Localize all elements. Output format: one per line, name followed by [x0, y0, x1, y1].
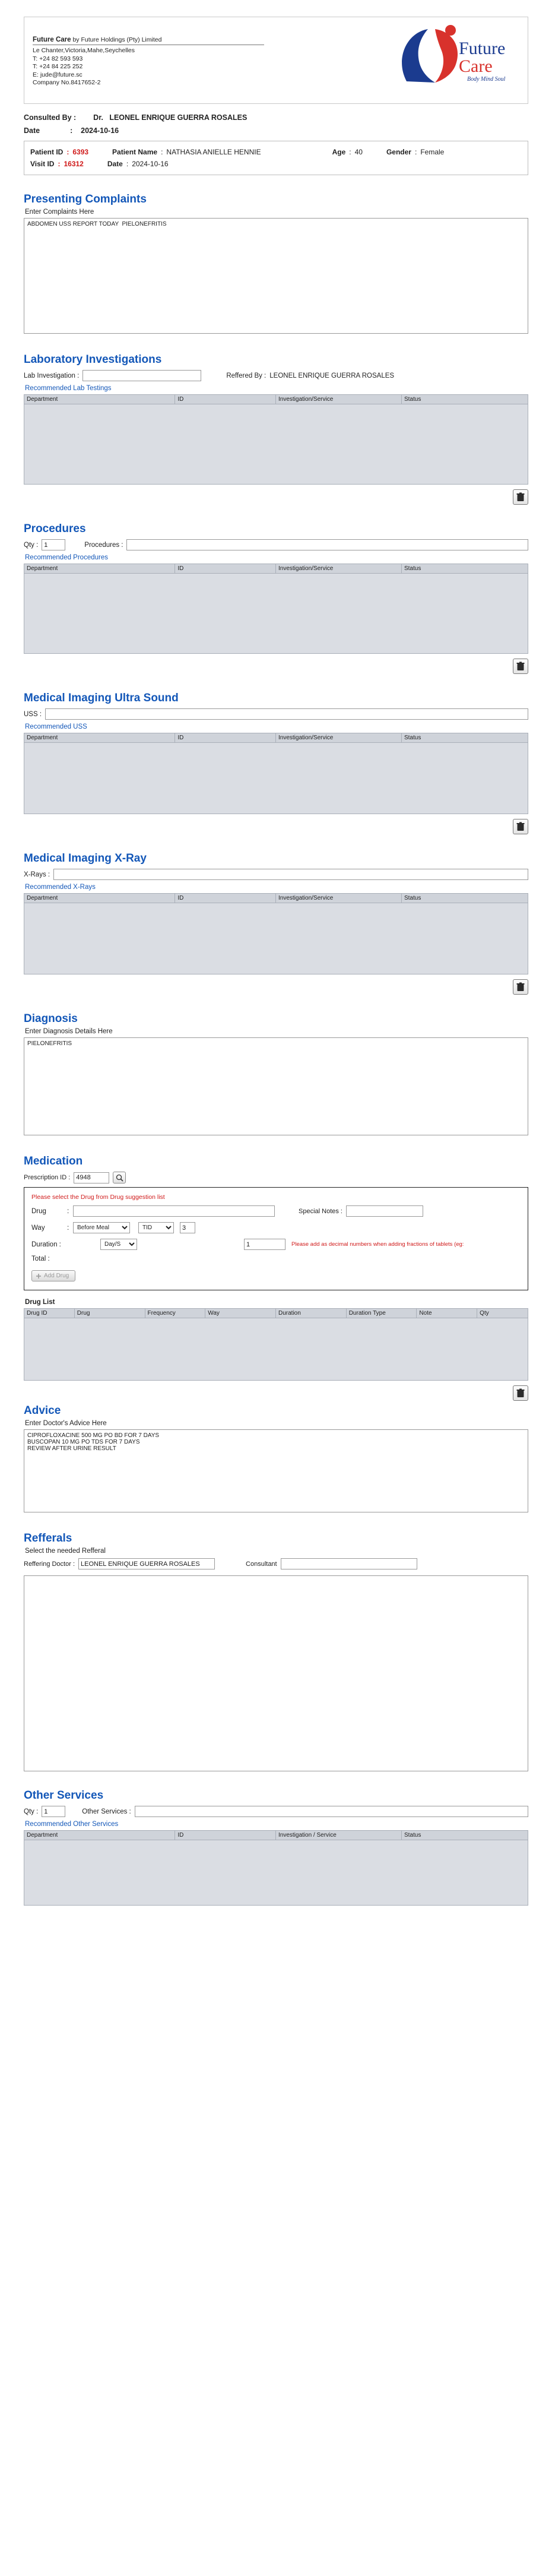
procedures-label: Procedures : — [84, 541, 123, 549]
drug-col-frequency: Frequency — [145, 1309, 206, 1318]
way-label: Way — [31, 1224, 45, 1232]
drug-delete-row — [24, 1385, 528, 1401]
procedures-qty-input[interactable] — [42, 539, 65, 550]
visit-id-colon: : — [58, 160, 61, 168]
trash-icon — [516, 662, 525, 671]
lab-delete-row — [24, 489, 528, 505]
special-notes-label: Special Notes : — [299, 1207, 342, 1215]
plus-icon — [36, 1273, 42, 1279]
uss-input-row — [24, 708, 528, 720]
svg-text:Body Mind Soul: Body Mind Soul — [467, 76, 506, 83]
drug-list-table — [24, 1308, 528, 1381]
other-services-heading: Other Services — [24, 1789, 104, 1802]
lab-col-id: ID — [175, 395, 276, 404]
visit-id-label: Visit ID — [30, 160, 55, 168]
visit-date-colon: : — [126, 160, 129, 168]
duration-unit-select[interactable] — [100, 1239, 137, 1250]
clinic-email: E: jude@future.sc — [33, 71, 83, 78]
clinic-tel-1: T: +24 82 593 593 — [33, 55, 83, 62]
xray-delete-row — [24, 979, 528, 995]
duration-note: Please add as decimal numbers when adding fractions of tablets (eg: — [291, 1241, 464, 1248]
trash-icon — [516, 822, 525, 831]
patient-age-label: Age — [332, 148, 346, 156]
procedures-delete-row — [24, 659, 528, 674]
clinic-name-bold: Future Care — [33, 36, 71, 43]
procedures-qty-label: Qty : — [24, 541, 39, 549]
reffering-doctor-input[interactable] — [78, 1558, 215, 1569]
trash-icon — [516, 492, 525, 502]
visit-date-label: Date — [107, 160, 123, 168]
clinic-logo — [383, 23, 519, 97]
advice-textarea[interactable] — [24, 1429, 528, 1512]
trash-icon — [516, 982, 525, 992]
xray-input[interactable] — [53, 869, 528, 880]
uss-col-status: Status — [404, 735, 421, 741]
patient-gender-label: Gender — [386, 148, 411, 156]
procedures-heading: Procedures — [24, 523, 86, 535]
uss-col-id: ID — [175, 733, 276, 742]
referrals-sub-label: Select the needed Refferal — [25, 1548, 106, 1555]
referrals-heading: Refferals — [24, 1532, 72, 1545]
other-col-status: Status — [404, 1832, 421, 1838]
patient-name-value: NATHASIA ANIELLE HENNIE — [166, 148, 261, 156]
future-care-logo-icon — [389, 23, 507, 97]
drug-col-qty: Qty — [480, 1310, 489, 1317]
other-col-service: Investigation / Service — [276, 1831, 402, 1840]
svg-text:Care: Care — [459, 56, 493, 76]
other-services-input[interactable] — [135, 1806, 528, 1817]
lab-investigation-label: Lab Investigation : — [24, 372, 80, 379]
drug-label: Drug — [31, 1207, 46, 1215]
uss-results-table — [24, 733, 528, 814]
procedures-input-row — [24, 539, 528, 550]
lab-input-row — [24, 370, 528, 381]
clinic-address: Le Chanter,Victoria,Mahe,Seychelles — [33, 47, 135, 54]
lab-col-status: Status — [404, 396, 421, 403]
xray-table-body[interactable] — [24, 903, 528, 974]
complaints-textarea[interactable] — [24, 218, 528, 334]
lab-referred-by-label: Reffered By : — [226, 372, 267, 379]
uss-delete-button[interactable] — [513, 819, 528, 834]
visit-date-value: 2024-10-16 — [132, 160, 169, 168]
add-drug-label: Add Drug — [44, 1273, 69, 1279]
patient-row-1 — [30, 146, 522, 158]
consultant-label: Consultant — [246, 1560, 277, 1568]
drug-col-way: Way — [205, 1309, 276, 1318]
advice-heading: Advice — [24, 1404, 61, 1417]
diagnosis-heading: Diagnosis — [24, 1012, 78, 1025]
drug-col-note: Note — [417, 1309, 477, 1318]
consult-date-value: 2024-10-16 — [81, 126, 119, 135]
procedures-recommended-label: Recommended Procedures — [25, 554, 108, 561]
xray-col-status: Status — [404, 895, 421, 901]
consult-doctor-prefix: Dr. — [93, 113, 103, 122]
other-qty-input[interactable] — [42, 1806, 65, 1817]
clinic-name — [33, 36, 264, 43]
uss-table-body[interactable] — [24, 743, 528, 814]
patient-id-colon: : — [66, 148, 69, 156]
other-qty-label: Qty : — [24, 1808, 39, 1815]
referrals-detail-area[interactable] — [24, 1575, 528, 1771]
consultant-input[interactable] — [281, 1558, 417, 1569]
drug-delete-button[interactable] — [513, 1385, 528, 1401]
lab-table-header — [24, 394, 528, 404]
total-label: Total : — [31, 1255, 50, 1262]
drug-col-duration-type: Duration Type — [347, 1309, 417, 1318]
consult-date-label: Date — [24, 126, 40, 135]
clinic-tel-2: T: +24 84 225 252 — [33, 63, 83, 70]
prescription-id-label: Prescription ID : — [24, 1174, 71, 1181]
clinic-company-no: Company No.8417652-2 — [33, 79, 101, 86]
visit-id-value: 16312 — [64, 160, 84, 168]
medication-duration-row — [31, 1239, 521, 1250]
add-drug-button[interactable] — [31, 1270, 75, 1281]
diagnosis-sub-label: Enter Diagnosis Details Here — [25, 1028, 113, 1035]
laboratory-investigations-heading: Laboratory Investigations — [24, 353, 162, 366]
lab-referred-by-value: LEONEL ENRIQUE GUERRA ROSALES — [269, 372, 395, 379]
xray-label: X-Rays : — [24, 871, 50, 878]
drug-input[interactable] — [73, 1205, 275, 1217]
drug-col-id: Drug ID — [24, 1309, 75, 1318]
drug-col-duration: Duration — [276, 1309, 347, 1318]
referrals-input-row — [24, 1558, 528, 1569]
prescription-id-input[interactable] — [74, 1172, 109, 1183]
drug-list-table-header — [24, 1308, 528, 1318]
uss-col-department: Department — [24, 733, 175, 742]
duration-label: Duration : — [31, 1240, 61, 1248]
consult-date-row — [24, 126, 528, 135]
prescription-page — [0, 17, 552, 1929]
prescription-search-button[interactable] — [113, 1172, 126, 1183]
patient-info-box — [24, 141, 528, 175]
uss-input[interactable] — [45, 708, 528, 720]
other-recommended-label: Recommended Other Services — [25, 1821, 119, 1828]
complaints-sub-label: Enter Complaints Here — [25, 208, 94, 216]
xray-col-service: Investigation/Service — [276, 894, 402, 903]
procedures-col-department: Department — [24, 564, 175, 573]
consult-doctor-name: LEONEL ENRIQUE GUERRA ROSALES — [109, 113, 248, 122]
lab-col-service: Investigation/Service — [276, 395, 402, 404]
patient-id-label: Patient ID — [30, 148, 64, 156]
procedures-col-status: Status — [404, 565, 421, 572]
uss-table-header — [24, 733, 528, 743]
lab-delete-button[interactable] — [513, 489, 528, 505]
medication-way-row: Way : Before Meal TID 3 — [31, 1222, 521, 1233]
procedures-input[interactable] — [126, 539, 528, 550]
uss-col-service: Investigation/Service — [276, 733, 402, 742]
reffering-doctor-label: Reffering Doctor : — [24, 1560, 75, 1568]
prescription-id-row — [24, 1172, 528, 1183]
duration-value-input[interactable] — [244, 1239, 285, 1250]
consulted-by-label: Consulted By : — [24, 113, 77, 122]
patient-gender-colon: : — [414, 148, 417, 156]
medication-heading: Medication — [24, 1155, 83, 1167]
drug-list-table-body[interactable] — [24, 1318, 528, 1381]
uss-label: USS : — [24, 710, 42, 718]
procedures-col-service: Investigation/Service — [276, 564, 402, 573]
diagnosis-textarea[interactable] — [24, 1037, 528, 1135]
drug-list-label: Drug List — [25, 1299, 55, 1306]
medication-warning: Please select the Drug from Drug suggestion list — [31, 1194, 165, 1201]
medication-total-row — [31, 1255, 521, 1262]
uss-recommended-label: Recommended USS — [25, 723, 87, 730]
drug-col-drug: Drug — [75, 1309, 145, 1318]
clinic-name-thin: by Future Holdings (Pty) Limited — [71, 36, 162, 43]
lab-col-department: Department — [24, 395, 175, 404]
patient-name-colon: : — [161, 148, 163, 156]
other-table-body[interactable] — [24, 1840, 528, 1906]
medical-imaging-uss-heading: Medical Imaging Ultra Sound — [24, 692, 179, 704]
xray-table-header — [24, 893, 528, 903]
xray-col-department: Department — [24, 894, 175, 903]
other-col-id: ID — [175, 1831, 276, 1840]
special-notes-input[interactable] — [346, 1205, 423, 1217]
advice-sub-label: Enter Doctor's Advice Here — [25, 1420, 107, 1427]
xray-col-id: ID — [175, 894, 276, 903]
magnifier-icon — [116, 1174, 123, 1182]
consulted-by-row — [24, 113, 528, 122]
clinic-header — [24, 17, 528, 104]
procedures-delete-button[interactable] — [513, 659, 528, 674]
svg-text:Future: Future — [459, 39, 506, 58]
patient-age-value: 40 — [354, 148, 363, 156]
presenting-complaints-heading: Presenting Complaints — [24, 193, 147, 205]
lab-recommended-label: Recommended Lab Testings — [25, 385, 112, 392]
lab-table-body[interactable] — [24, 404, 528, 485]
frequency-select[interactable] — [138, 1222, 174, 1233]
procedures-table-header — [24, 564, 528, 574]
medication-entry-panel — [24, 1187, 528, 1290]
procedures-col-id: ID — [175, 564, 276, 573]
xray-input-row — [24, 869, 528, 880]
patient-row-2 — [30, 158, 522, 170]
patient-gender-value: Female — [420, 148, 445, 156]
consult-date-colon: : — [70, 126, 73, 135]
clinic-info — [33, 23, 264, 87]
medical-imaging-xray-heading: Medical Imaging X-Ray — [24, 852, 147, 865]
other-services-input-row — [24, 1806, 528, 1817]
xray-results-table — [24, 893, 528, 974]
uss-delete-row — [24, 819, 528, 834]
lab-investigation-input[interactable] — [83, 370, 201, 381]
frequency-count-input[interactable] — [180, 1222, 195, 1233]
patient-age-colon: : — [349, 148, 351, 156]
procedures-table-body[interactable] — [24, 574, 528, 654]
procedures-results-table — [24, 564, 528, 654]
medication-drug-row: Drug : Special Notes : — [31, 1205, 521, 1217]
trash-icon — [516, 1388, 525, 1398]
xray-recommended-label: Recommended X-Rays — [25, 884, 96, 891]
other-services-table — [24, 1830, 528, 1906]
other-col-department: Department — [24, 1831, 175, 1840]
lab-results-table — [24, 394, 528, 485]
patient-id-value: 6393 — [72, 148, 89, 156]
patient-name-label: Patient Name — [112, 148, 158, 156]
other-services-label: Other Services : — [82, 1808, 131, 1815]
other-table-header — [24, 1830, 528, 1840]
way-select[interactable] — [73, 1222, 130, 1233]
xray-delete-button[interactable] — [513, 979, 528, 995]
